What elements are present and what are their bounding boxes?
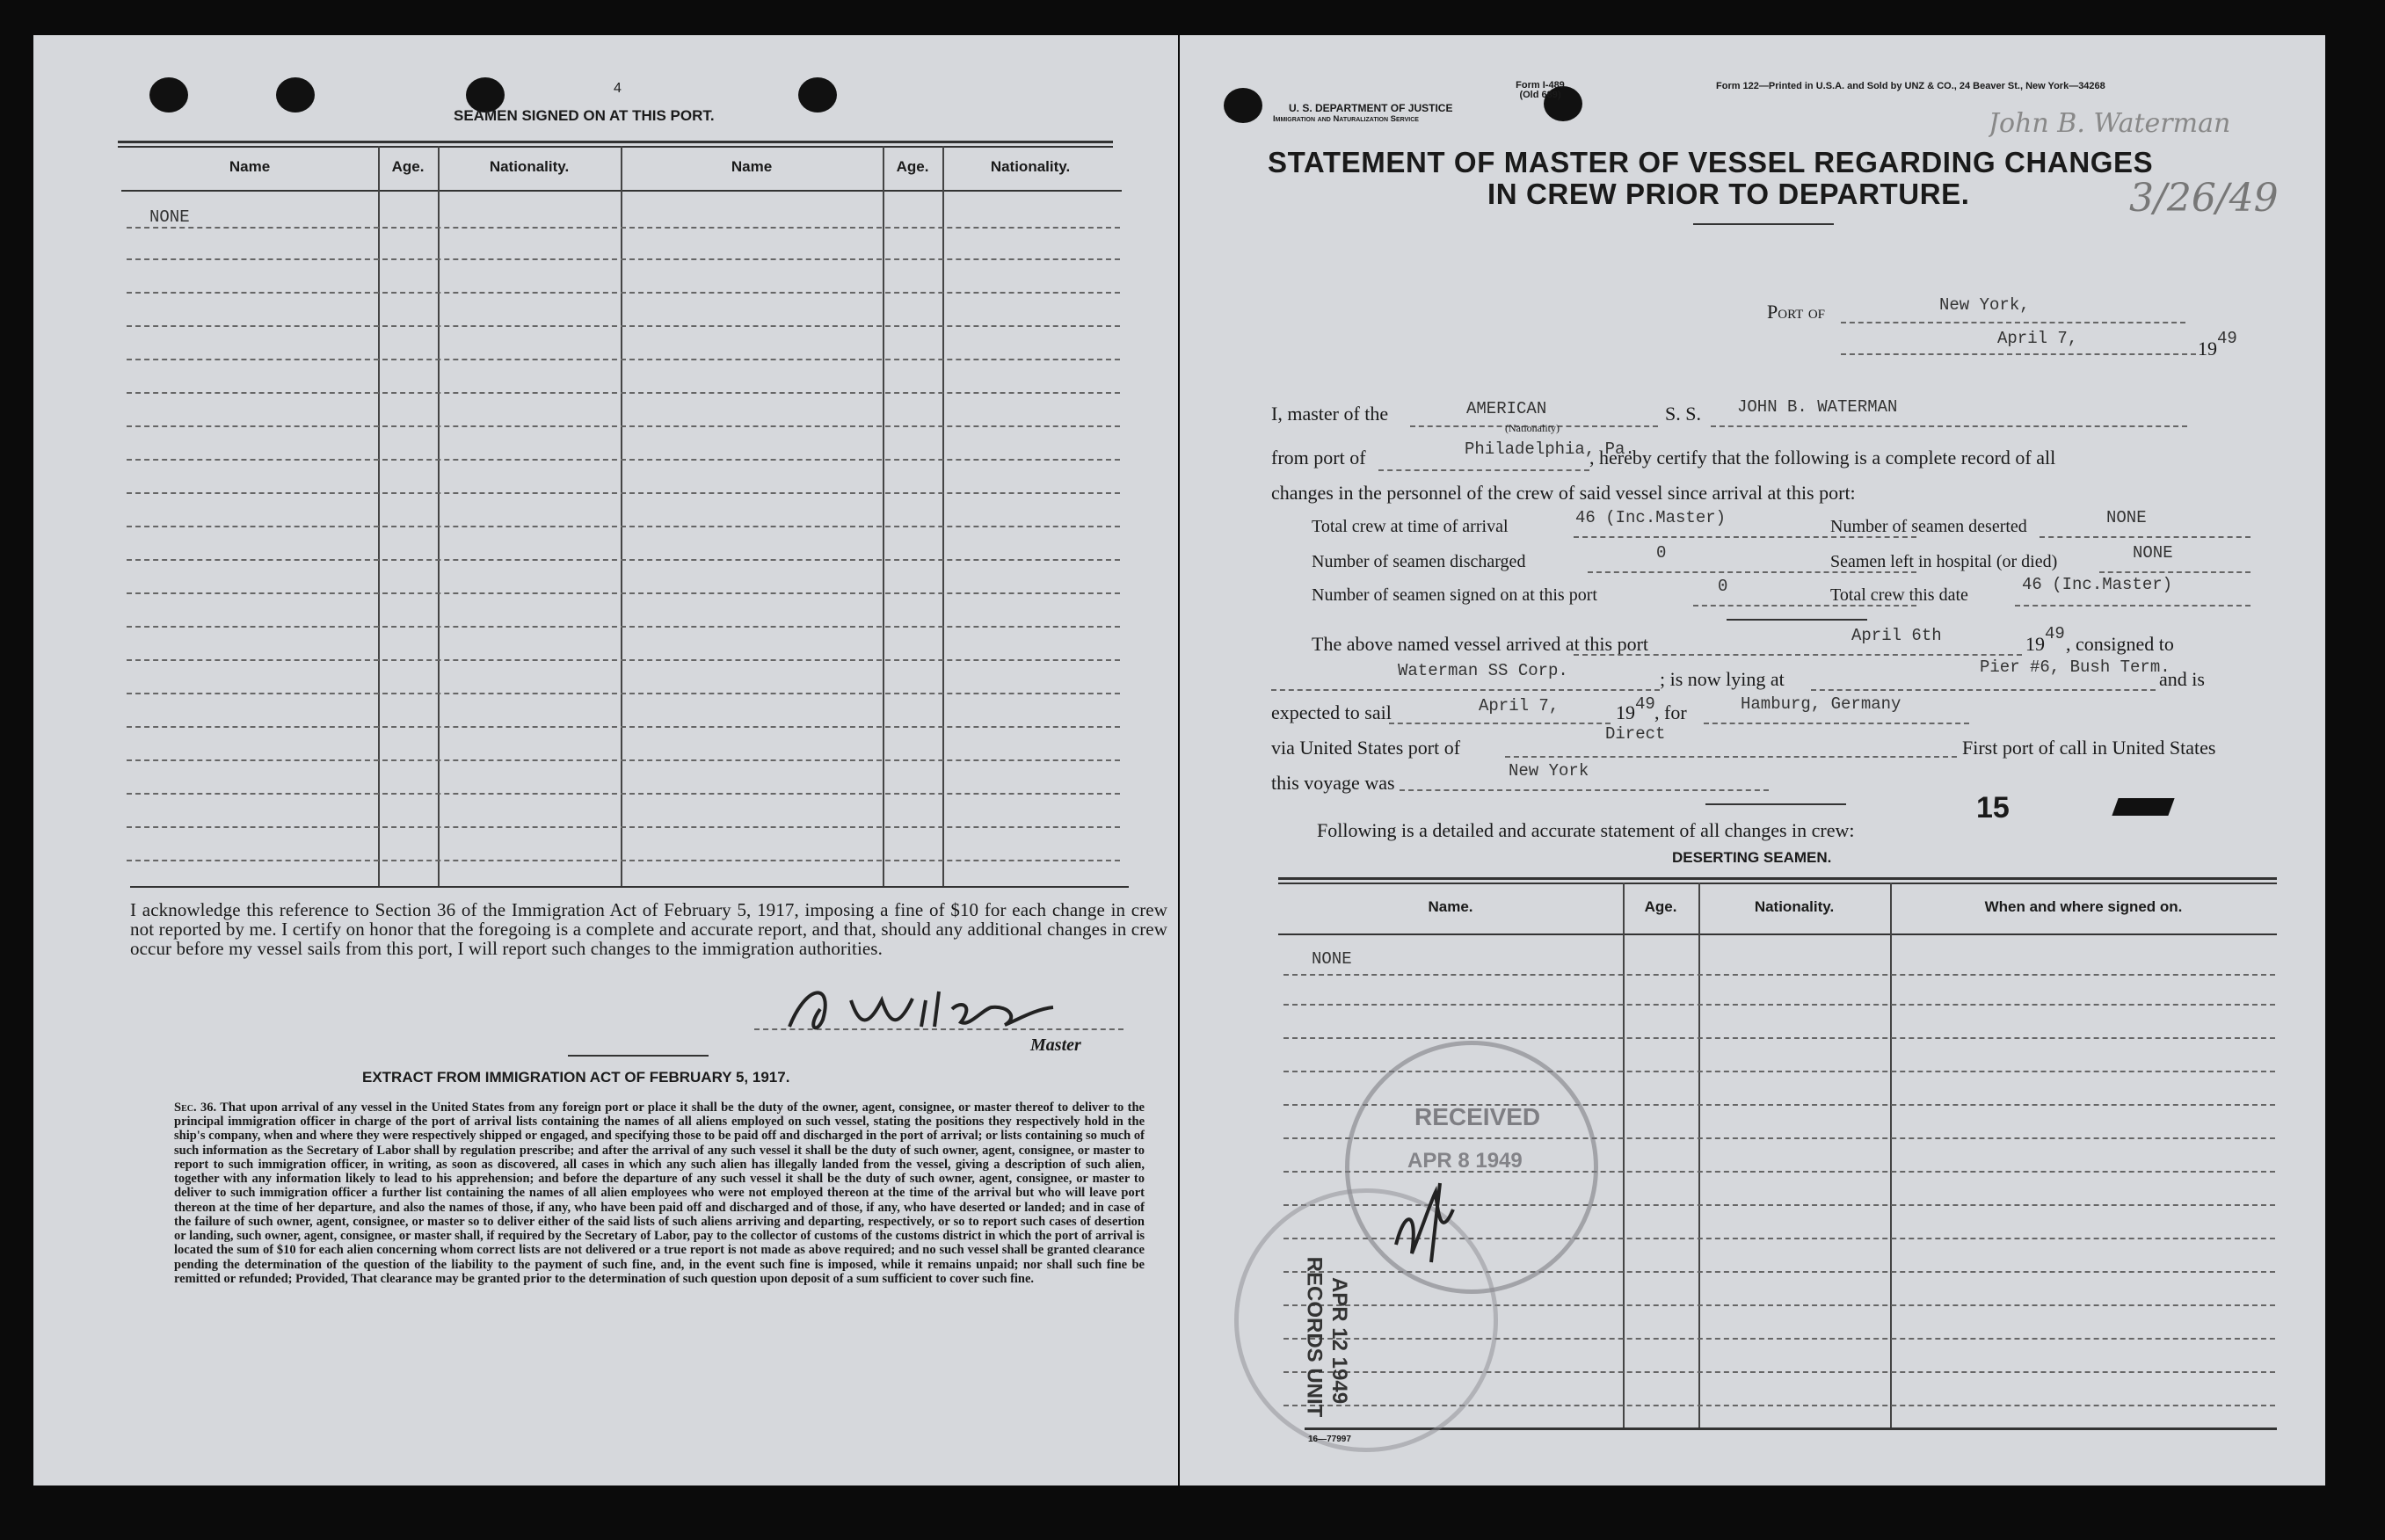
date-year-prefix: 19 <box>2198 338 2217 360</box>
voyage-value: New York <box>1509 761 1589 781</box>
column-header-name: Name <box>229 158 271 175</box>
column-header-name: Name. <box>1428 898 1473 915</box>
ship-name: JOHN B. WATERMAN <box>1737 397 1898 417</box>
from-port-label: from port of <box>1271 447 1366 469</box>
column-header-age: Age. <box>391 158 425 175</box>
sail-year: 49 <box>1635 694 1655 714</box>
certification-text: I acknowledge this reference to Section 36 of the Immigration Act of February 5, 1917, imposing a fine of $10 for each change in crew not reported by me. I certify on honor that the foregoing is a complete and accurate report, and that, should any additional changes in crew occur before my vessel sails from this port, I will report such changes to the immigration authorities. <box>130 899 1167 960</box>
footer-code: 16—77997 <box>1308 1435 1351 1444</box>
master-of-label: I, master of the <box>1271 403 1389 425</box>
form-number: Form I-489 <box>1516 80 1565 91</box>
voyage-label: this voyage was <box>1271 772 1395 794</box>
column-header-nationality: Nationality. <box>1754 898 1835 915</box>
printer-note: Form 122—Printed in U.S.A. and Sold by UNZ & CO., 24 Beaver St., New York—34268 <box>1716 81 2105 91</box>
lying-label: ; is now lying at <box>1660 668 1785 690</box>
left-page <box>33 35 1178 1486</box>
from-port-value: Philadelphia, Pa. <box>1465 439 1635 459</box>
extract-body: That upon arrival of any vessel in the United States from any foreign port or place it shall be the duty of the owner, agent, consignee, or master thereof to deliver to the principal immigration officer in charge of the port of arrival lists containing the names of all aliens employed on such vessel, stating the positions they respectively hold in the ship's company, when and where they were respectively shipped or engaged, and specifying those to be paid off and discharged in the port of arrival; or lists containing so much of such information as the Secretary of Labor shall by regulation prescribe; and after the arrival of any such vessel it shall be the duty of such owner, agent, consignee, or master to report to such immigration officer, in writing, as soon as discovered, all cases in which any such alien has illegally landed from the vessel, giving a description of such alien, together with any information likely to lead to his apprehension; and before the departure of any such vessel it shall be the duty of such owner, agent, consignee, or master to deliver to such immigration officer a further list containing the names of all alien employees who were not employed thereon at the time of the arrival but who will leave port thereon at the time of her departure, and also the names of those, if any, who have been paid off and discharged and of those, if any, who have deserted or landed; and in case of the failure of such owner, agent, consignee, or master so to deliver either of the said lists of such aliens arriving and departing, respectively, or so to report such cases of desertion or landing, such owner, agent, consignee, or master shall, if required by the Secretary of Labor, pay to the collector of customs of the customs district in which the port of arrival is located the sum of $10 for each alien concerning whom correct lists are not delivered or a true report is not made as above required; and no such vessel shall be granted clearance pending the determination of the question of the liability to the payment of such fine, and, in the event such fine is imposed, while it remains unpaid; nor shall such fine be remitted or refunded; Provided, That clearance may be granted prior to the determination of such question upon deposit of a sum sufficient to cover such fine. <box>174 1101 1145 1286</box>
punch-hole <box>1224 88 1262 123</box>
handwritten-date: 3/26/49 <box>2129 176 2279 221</box>
sail-year-prefix: 19 <box>1616 701 1635 723</box>
signed-on-label: Number of seamen signed on at this port <box>1312 585 1597 605</box>
stamp-received-label: RECEIVED <box>1414 1103 1541 1130</box>
stamp-records-label: RECORDS UNIT <box>1302 1256 1327 1418</box>
discharged-label: Number of seamen discharged <box>1312 552 1526 571</box>
signed-on-value: 0 <box>1718 577 1728 596</box>
port-label: Port of <box>1767 301 1826 323</box>
arrived-value: April 6th <box>1851 626 1942 645</box>
page-number: 4 <box>614 81 622 96</box>
sail-date-value: April 7, <box>1479 696 1560 716</box>
extract-section: Sec. 36. <box>174 1101 217 1115</box>
column-header-nationality: Nationality. <box>990 158 1071 175</box>
column-header-name: Name <box>731 158 773 175</box>
table-row: NONE <box>1312 949 1352 969</box>
column-header-age: Age. <box>896 158 929 175</box>
port-value: New York, <box>1939 295 2030 315</box>
lying-value: Pier #6, Bush Term. <box>1980 657 2170 677</box>
date-value: April 7, <box>1997 329 2078 348</box>
handwritten-name: John B. Waterman <box>1989 108 2231 139</box>
department: U. S. DEPARTMENT OF JUSTICE <box>1289 102 1453 114</box>
extract-title: EXTRACT FROM IMMIGRATION ACT OF FEBRUARY 5, 1917. <box>362 1069 790 1086</box>
date-year: 49 <box>2217 329 2237 348</box>
page-count: 15 <box>1976 791 2010 824</box>
via-value: Direct <box>1605 724 1666 744</box>
stamp-received-date: APR 8 1949 <box>1407 1149 1523 1173</box>
table-row: NONE <box>149 207 190 227</box>
form-title-line2: IN CREW PRIOR TO DEPARTURE. <box>1487 178 1970 210</box>
crossed-out-mark <box>2112 798 2174 816</box>
total-date-value: 46 (Inc.Master) <box>2022 575 2173 594</box>
punch-hole <box>149 77 188 113</box>
deserting-title: DESERTING SEAMEN. <box>1672 849 1832 866</box>
nationality-value: AMERICAN <box>1466 399 1547 418</box>
column-header-age: Age. <box>1644 898 1677 915</box>
column-header-nationality: Nationality. <box>489 158 570 175</box>
total-arrival-label: Total crew at time of arrival <box>1312 517 1509 536</box>
deserted-label: Number of seamen deserted <box>1830 517 2027 536</box>
changes-text: changes in the personnel of the crew of said vessel since arrival at this port: <box>1271 482 1856 504</box>
master-signature <box>772 974 1123 1044</box>
certify-text: , hereby certify that the following is a complete record of all <box>1589 447 2056 469</box>
total-arrival-value: 46 (Inc.Master) <box>1575 508 1727 527</box>
and-is-label: and is <box>2159 668 2205 690</box>
following-text: Following is a detailed and accurate statement of all changes in crew: <box>1317 819 1855 841</box>
hospital-value: NONE <box>2133 543 2173 563</box>
discharged-value: 0 <box>1656 543 1667 563</box>
arrived-label: The above named vessel arrived at this port <box>1312 633 1649 655</box>
extract-text <box>174 1101 1145 1286</box>
expected-label: expected to sail <box>1271 701 1392 723</box>
section-title: SEAMEN SIGNED ON AT THIS PORT. <box>454 107 715 124</box>
form-title-line1: STATEMENT OF MASTER OF VESSEL REGARDING CHANGES <box>1268 146 2154 178</box>
nationality-caption: (Nationality) <box>1505 422 1560 434</box>
destination-value: Hamburg, Germany <box>1741 694 1901 714</box>
form-header <box>1452 81 1628 100</box>
stamp-records-date: APR 12 1949 <box>1327 1276 1352 1405</box>
consignee-value: Waterman SS Corp. <box>1398 661 1568 680</box>
handwritten-annotation <box>1989 88 2323 299</box>
column-header-when-where: When and where signed on. <box>1984 898 2183 915</box>
punch-hole <box>798 77 837 113</box>
first-port-label: First port of call in United States <box>1962 737 2216 759</box>
total-date-label: Total crew this date <box>1830 585 1968 605</box>
deserted-value: NONE <box>2106 508 2147 527</box>
stamp-initials <box>1387 1174 1466 1271</box>
arrived-year-prefix: 19 <box>2025 633 2045 655</box>
signature-role: Master <box>1030 1035 1081 1055</box>
ss-label: S. S. <box>1665 403 1701 425</box>
for-label: , for <box>1654 701 1687 723</box>
form-old-number: (Old 689) <box>1519 90 1561 100</box>
hospital-label: Seamen left in hospital (or died) <box>1830 552 2058 571</box>
consigned-label: , consigned to <box>2066 633 2174 655</box>
right-page <box>1180 35 2325 1486</box>
punch-hole <box>276 77 315 113</box>
arrived-year: 49 <box>2045 624 2065 643</box>
via-label: via United States port of <box>1271 737 1461 759</box>
service: Immigration and Naturalization Service <box>1273 114 1419 124</box>
